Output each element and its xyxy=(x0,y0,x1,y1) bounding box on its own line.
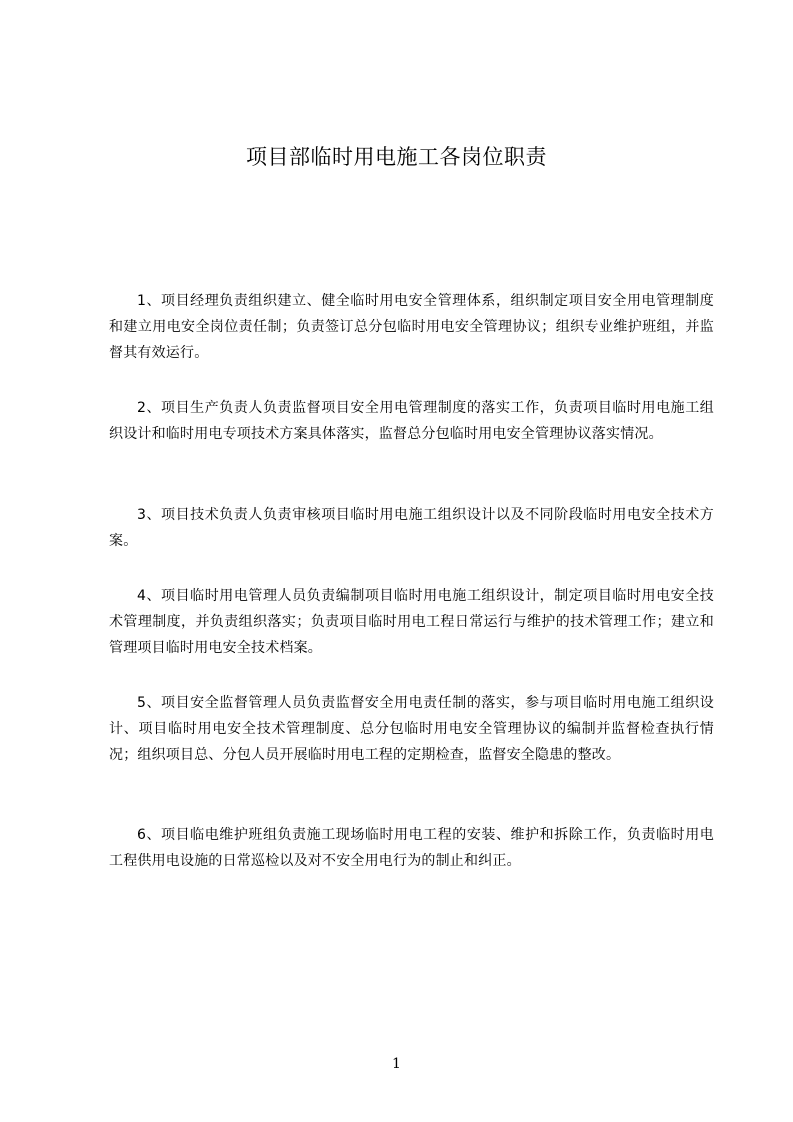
paragraph-maintenance-team: 6、项目临电维护班组负责施工现场临时用电工程的安装、维护和拆除工作，负责临时用电工程供用电设施的日常巡检以及对不安全用电行为的制止和纠正。 xyxy=(109,827,714,869)
paragraph-safety-supervisor: 5、项目安全监督管理人员负责监督安全用电责任制的落实，参与项目临时用电施工组织设计、项目临时用电安全技术管理制度、总分包临时用电安全管理协议的编制并监督检查执行情况；组织项目总、分包人员开展临时用电工程的定期检查，监督安全隐患的整改。 xyxy=(109,695,714,763)
paragraph-project-manager: 1、项目经理负责组织建立、健全临时用电安全管理体系，组织制定项目安全用电管理制度和建立用电安全岗位责任制；负责签订总分包临时用电安全管理协议；组织专业维护班组，并监督其有效运行。 xyxy=(109,293,714,361)
page-number: 1 xyxy=(392,1056,401,1072)
paragraph-production-lead: 2、项目生产负责人负责监督项目安全用电管理制度的落实工作，负责项目临时用电施工组织设计和临时用电专项技术方案具体落实，监督总分包临时用电安全管理协议落实情况。 xyxy=(109,400,714,442)
paragraph-technical-lead: 3、项目技术负责人负责审核项目临时用电施工组织设计以及不同阶段临时用电安全技术方案。 xyxy=(109,507,714,549)
paragraph-electrical-manager: 4、项目临时用电管理人员负责编制项目临时用电施工组织设计，制定项目临时用电安全技术管理制度，并负责组织落实；负责项目临时用电工程日常运行与维护的技术管理工作；建立和管理项目临时用电安全技术档案。 xyxy=(109,588,714,656)
page-title: 项目部临时用电施工各岗位职责 xyxy=(246,145,547,169)
